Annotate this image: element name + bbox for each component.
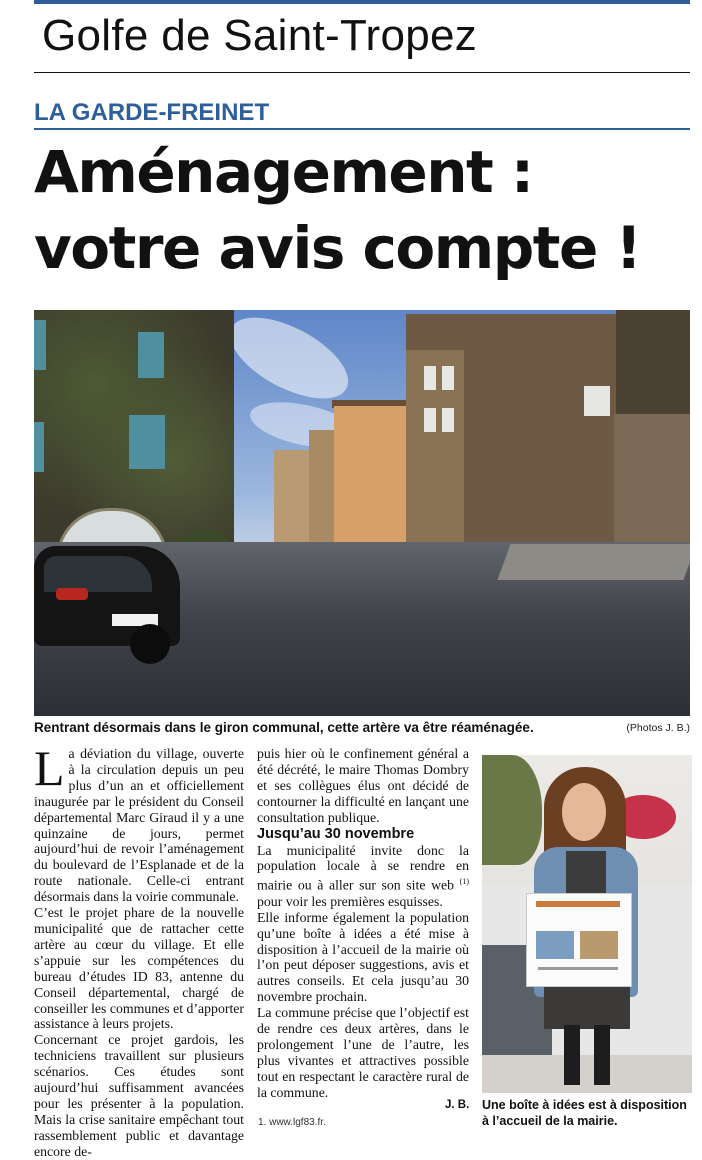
photo-caption: Rentrant désormais dans le giron communal, cette artère va être réaménagée. (34, 720, 534, 735)
footnote: 1. www.lgf83.fr. (258, 1117, 326, 1128)
article-kicker: LA GARDE-FREINET (34, 99, 270, 126)
section-rule (34, 72, 690, 73)
drop-cap: L (34, 740, 65, 796)
side-photo-caption: Une boîte à idées est à disposition à l’accueil de la mairie. (482, 1098, 687, 1128)
article-column-2 (257, 746, 469, 1101)
paragraph-text: a déviation du village, ouverte à la circulation depuis un peu plus d’un an et officiellement inaugurée par le président du Conseil départemental Marc Giraud il y a une quinzaine de jours, permet aujourd’hui de revoir l’aménagement du boulevard de l’Esplanade et de la route nationale. Celle-ci entrant désormais dans la voirie communale. (34, 746, 244, 905)
article-paragraph: La commune précise que l’objectif est de rendre ces deux artères, dans le prolongement l’une de l’autre, les plus vivantes et attractives possible tout en respectant le caractère rural de la commune. (257, 1005, 469, 1100)
article-paragraph: Elle informe également la population qu’une boîte à idées a été mise à disposition à l’accueil de la mairie où l’on peut déposer suggestions, avis et autres conseils. Et cela jusqu’au 30 novembre prochain. (257, 909, 469, 1005)
article-paragraph (257, 843, 469, 910)
footnote-ref: (1) (459, 877, 469, 887)
article-paragraph: C’est le projet phare de la nouvelle municipalité que de rattacher cette artère au cœur du village. Et elle s’appuie sur les compétences du bureau d’études ID 83, antenne du Conseil départemental, chargé de conseiller les communes et d’apporter assistance à leurs projets. (34, 905, 244, 1032)
article-subhead: Jusqu’au 30 novembre (257, 825, 415, 842)
paragraph-text: pour voir les premières esquisses. (257, 893, 443, 909)
top-accent-bar (34, 0, 690, 4)
photo-credit: (Photos J. B.) (626, 722, 690, 734)
section-title: Golfe de Saint-Tropez (42, 11, 478, 60)
article-paragraph (34, 740, 244, 905)
article-headline: Aménagement : votre avis compte ! (34, 138, 641, 282)
kicker-rule (34, 128, 690, 130)
article-column-1 (34, 740, 244, 1160)
author-signature: J. B. (445, 1099, 470, 1111)
article-paragraph: Concernant ce projet gardois, les techniciens travaillent sur plusieurs scénarios. Ces études sont aujourd’hui suffisamment avancées pour les présenter à la population. Mais la crise sanitaire empêchant tout rassemblement public et davantage encore de- (34, 1032, 244, 1159)
street-photo (34, 310, 690, 716)
idea-box-photo (482, 755, 692, 1093)
paragraph-text: La municipalité invite donc la population locale à se rendre en mairie ou à aller sur son site web (257, 842, 469, 893)
article-paragraph: puis hier où le confinement général a été décrété, le maire Thomas Dombry et ses collègues élus ont décidé de contourner la difficulté en lançant une consultation publique. (257, 746, 469, 825)
